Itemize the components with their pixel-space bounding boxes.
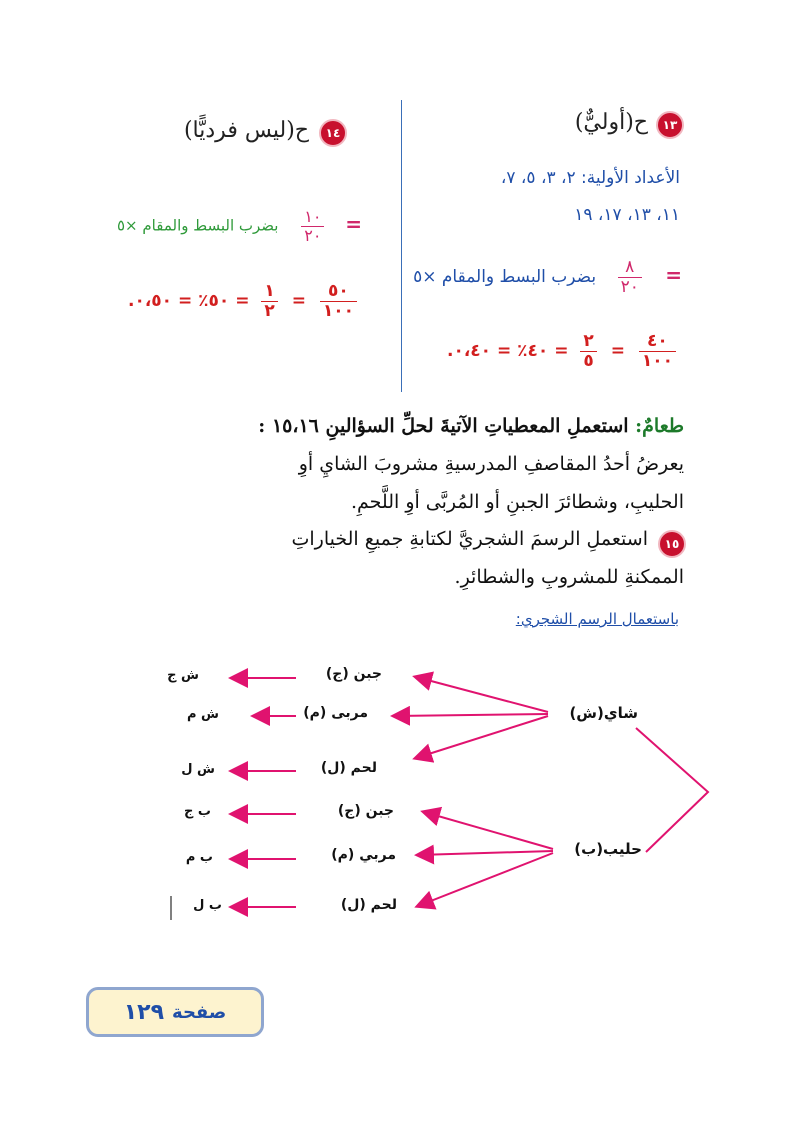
tree-milk-item-jam: مربي (م) [331,847,396,863]
primes-line-2: ١١، ١٣، ١٧، ١٩ [574,205,680,225]
food-label: طعامٌ: [635,415,684,437]
column-divider [401,100,402,392]
branch-milk-cheese [424,812,553,849]
branch-tea-cheese [416,677,548,712]
q14-step-fraction [301,208,324,244]
numerator: ١٠ [304,207,322,226]
question-15-number-badge: ١٥ [658,530,686,558]
q13-result-tail: = ٤٠٪ = ٠،٤٠. [446,341,569,362]
q14-result-fraction-1 [320,282,357,320]
question-15-line-2: الممكنةِ للمشروبِ والشطائرِ. [454,566,684,588]
food-intro-line [258,415,684,437]
numerator: ١ [264,281,275,301]
tree-root-bracket [636,728,708,852]
question-13-title: ح(أوليٌّ) [574,110,648,135]
denominator: ١٠٠ [320,301,357,321]
q14-step-row [117,208,362,244]
q13-result-fraction-2 [580,332,596,370]
tree-root-tea: شاي(ش) [569,704,638,722]
q13-step-fraction [618,258,642,296]
question-14-title: ح(ليس فرديًّا) [183,118,309,143]
food-intro: استعملِ المعطياتِ الآتيةَ لحلِّ السؤالينِ ١٥،١٦ : [258,415,629,437]
q14-step-note: بضرب البسط والمقام ×٥ [116,216,279,235]
equals-sign: = [610,341,625,362]
tree-answer-heading: باستعمال الرسم الشجري: [515,610,679,628]
denominator: ٢٠ [618,277,642,297]
tree-tea-item-jam: مربى (م) [303,705,368,721]
denominator: ٢ [261,301,277,321]
q14-result-row [128,282,357,320]
q13-result-fraction-1 [639,332,676,370]
numerator: ٥٠ [328,281,349,301]
denominator: ٥ [580,351,596,371]
q14-result-tail: = ٥٠٪ = ٠،٥٠. [127,291,250,312]
q13-step-row [413,258,682,296]
tree-tea-item-cheese: جبن (ج) [325,666,382,682]
tree-root-milk: حليب(ب) [574,840,642,858]
tree-result-tea-jam: ش م [187,707,219,722]
tree-result-milk-cheese: ب ج [184,804,211,819]
tree-tea-item-meat: لحم (ل) [320,760,377,776]
tree-milk-item-cheese: جبن (ج) [337,803,394,819]
page-label: صفحة [172,1001,227,1023]
equals-sign: = [345,211,362,236]
food-description-line-1: يعرضُ أحدُ المقاصفِ المدرسيةِ مشروبَ الشايِ أوِ [298,453,684,475]
branch-tea-jam [394,714,548,716]
tree-result-milk-meat: ب ل [193,898,222,913]
tree-milk-item-meat: لحم (ل) [340,897,397,913]
primes-line-1: الأعداد الأولية: ٢، ٣، ٥، ٧، [500,168,680,188]
equals-sign: = [291,291,306,312]
tree-result-tea-cheese: ش ج [167,668,199,683]
denominator: ٢٠ [301,226,324,245]
numerator: ٨ [625,257,635,277]
q13-step-note: بضرب البسط والمقام ×٥ [413,267,597,288]
question-15-line-1: استعملِ الرسمَ الشجريَّ لكتابةِ جميعِ الخياراتِ [291,528,648,550]
page-number: ١٢٩ [123,999,165,1025]
denominator: ١٠٠ [639,351,676,371]
question-14-number-badge: ١٤ [319,119,347,147]
page-number-box [86,987,264,1037]
numerator: ٢ [583,331,594,351]
numerator: ٤٠ [647,331,668,351]
branch-milk-jam [418,851,553,855]
equals-sign: = [665,263,682,288]
q14-result-fraction-2 [261,282,277,320]
tree-result-milk-jam: ب م [185,850,213,865]
branch-milk-meat [418,853,553,906]
food-description-line-2: الحليبِ، وشطائرَ الجبنِ أو المُربَّى أوِ اللَّحمِ. [350,491,684,513]
tree-result-tea-meat: ش ل [181,762,215,777]
branch-tea-meat [416,716,548,758]
question-13-number-badge: ١٣ [656,111,684,139]
q13-result-row [447,332,676,370]
